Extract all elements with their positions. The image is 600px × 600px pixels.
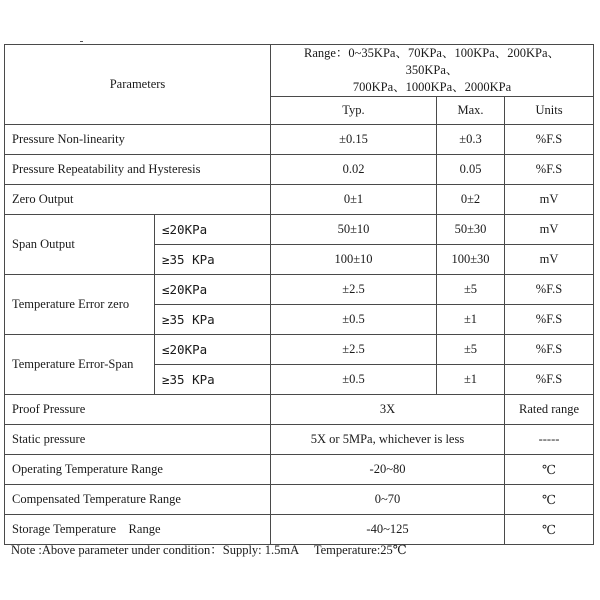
spec-value: 3X [271, 395, 505, 425]
condition-label: ≤20KPa [155, 275, 271, 305]
header-max: Max. [437, 97, 505, 125]
unit-value: mV [505, 245, 594, 275]
range-line-2: 700KPa、1000KPa、2000KPa [352, 80, 512, 94]
table-row [5, 425, 594, 455]
unit-value: ----- [505, 425, 594, 455]
unit-value: ℃ [505, 485, 594, 515]
param-label: Span Output [5, 215, 155, 275]
unit-value: Rated range [505, 395, 594, 425]
typ-value: ±0.5 [271, 365, 437, 395]
spec-value: 5X or 5MPa, whichever is less [271, 425, 505, 455]
header-units: Units [505, 97, 594, 125]
max-value: 0.05 [437, 155, 505, 185]
max-value: 0±2 [437, 185, 505, 215]
header-range [271, 45, 594, 97]
header-typ: Typ. [271, 97, 437, 125]
stray-mark [80, 41, 83, 42]
max-value: 50±30 [437, 215, 505, 245]
max-value: ±5 [437, 275, 505, 305]
spec-value: -20~80 [271, 455, 505, 485]
unit-value: %F.S [505, 125, 594, 155]
typ-value: 50±10 [271, 215, 437, 245]
header-row-range [5, 45, 594, 97]
spec-value: -40~125 [271, 515, 505, 545]
table-row [5, 275, 594, 305]
typ-value: 0.02 [271, 155, 437, 185]
unit-value: %F.S [505, 275, 594, 305]
param-label: Operating Temperature Range [5, 455, 271, 485]
table-row [5, 185, 594, 215]
param-label: Compensated Temperature Range [5, 485, 271, 515]
condition-label: ≥35 KPa [155, 365, 271, 395]
unit-value: mV [505, 215, 594, 245]
table-row [5, 485, 594, 515]
table-row [5, 335, 594, 365]
unit-value: mV [505, 185, 594, 215]
max-value: ±5 [437, 335, 505, 365]
max-value: ±1 [437, 305, 505, 335]
range-line-1: Range：0~35KPa、70KPa、100KPa、200KPa、350KPa、 [303, 46, 561, 77]
typ-value: ±2.5 [271, 335, 437, 365]
param-label: Temperature Error-Span [5, 335, 155, 395]
spec-value: 0~70 [271, 485, 505, 515]
typ-value: ±0.5 [271, 305, 437, 335]
param-label: Proof Pressure [5, 395, 271, 425]
condition-label: ≤20KPa [155, 215, 271, 245]
typ-value: 100±10 [271, 245, 437, 275]
typ-value: 0±1 [271, 185, 437, 215]
footnote: Note :Above parameter under condition：Supply: 1.5mA Temperature:25℃ [11, 543, 407, 557]
unit-value: %F.S [505, 305, 594, 335]
unit-value: ℃ [505, 515, 594, 545]
table-row [5, 215, 594, 245]
table-row [5, 455, 594, 485]
param-label: Zero Output [5, 185, 271, 215]
param-label: Static pressure [5, 425, 271, 455]
unit-value: %F.S [505, 155, 594, 185]
condition-label: ≥35 KPa [155, 305, 271, 335]
max-value: ±0.3 [437, 125, 505, 155]
param-label: Pressure Repeatability and Hysteresis [5, 155, 271, 185]
table-row [5, 125, 594, 155]
param-label: Temperature Error zero [5, 275, 155, 335]
specification-table [4, 44, 594, 545]
typ-value: ±0.15 [271, 125, 437, 155]
table-row [5, 155, 594, 185]
unit-value: ℃ [505, 455, 594, 485]
unit-value: %F.S [505, 335, 594, 365]
max-value: ±1 [437, 365, 505, 395]
param-label: Pressure Non-linearity [5, 125, 271, 155]
condition-label: ≤20KPa [155, 335, 271, 365]
header-parameters: Parameters [5, 45, 271, 125]
unit-value: %F.S [505, 365, 594, 395]
typ-value: ±2.5 [271, 275, 437, 305]
param-label: Storage Temperature Range [5, 515, 271, 545]
table-row [5, 395, 594, 425]
max-value: 100±30 [437, 245, 505, 275]
condition-label: ≥35 KPa [155, 245, 271, 275]
